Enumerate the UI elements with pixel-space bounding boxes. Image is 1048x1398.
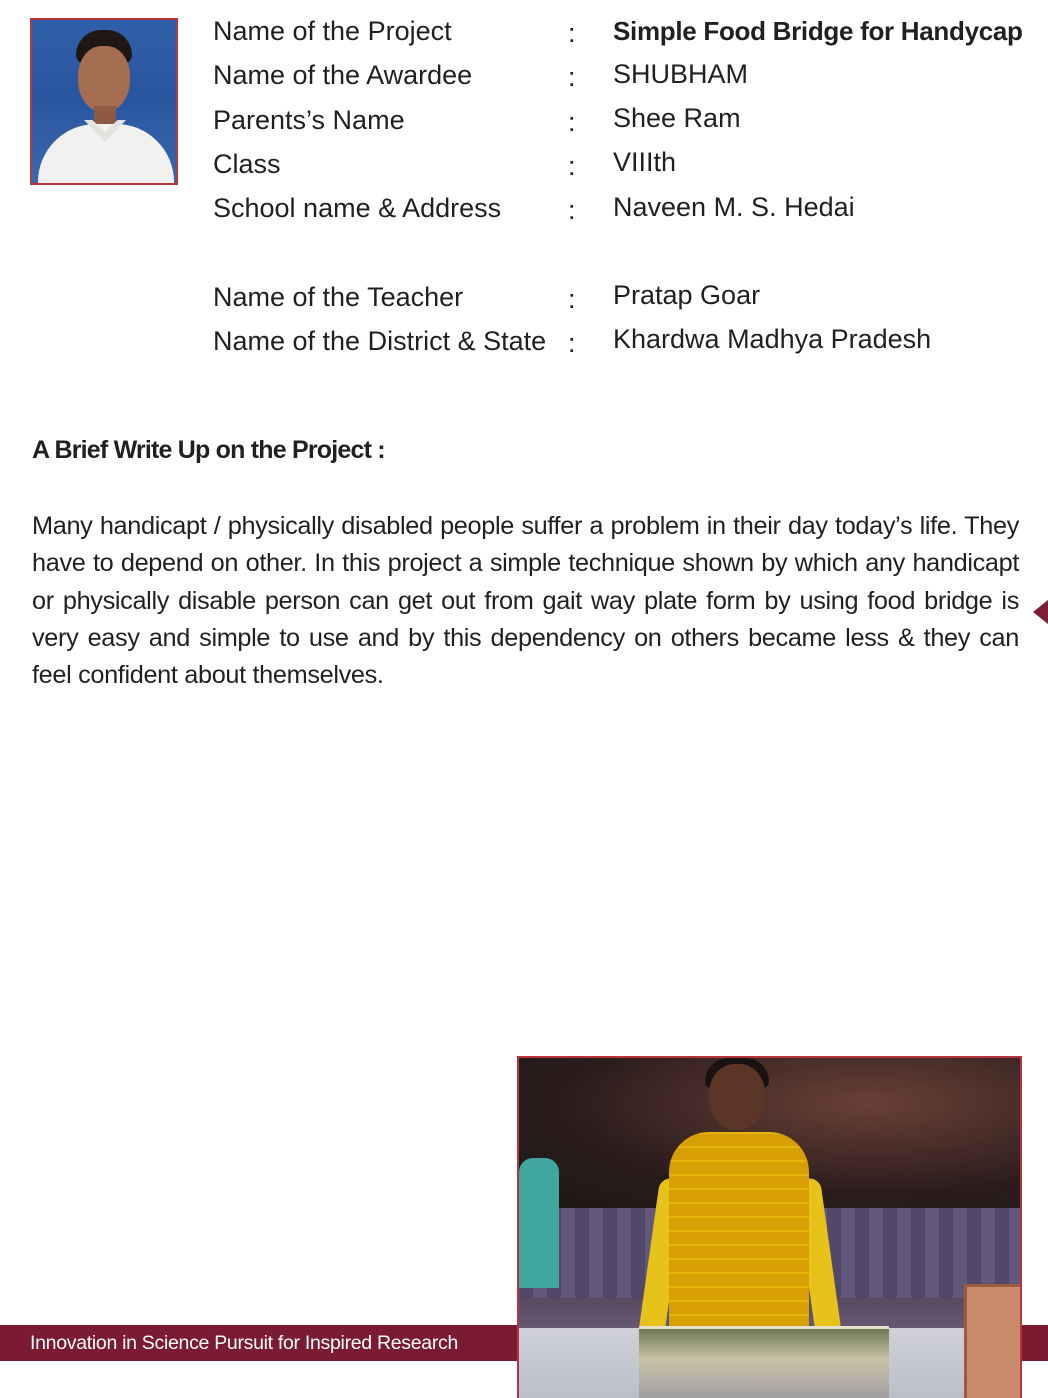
class-colon: : — [568, 151, 576, 181]
teacher-label: Name of the Teacher — [213, 282, 464, 312]
school-label: School name & Address — [213, 193, 502, 223]
class-label: Class — [213, 149, 281, 179]
project-name-label: Name of the Project — [213, 16, 452, 46]
district-state-value: Khardwa Madhya Pradesh — [613, 324, 932, 354]
awardee-name-value: SHUBHAM — [613, 59, 749, 89]
footer-tagline: Innovation in Science Pursuit for Inspired Research — [30, 1332, 459, 1354]
project-name-value: Simple Food Bridge for Handycap — [613, 16, 1023, 46]
writeup-heading: A Brief Write Up on the Project : — [32, 436, 385, 464]
awardee-name-label: Name of the Awardee — [213, 60, 473, 90]
class-value: VIIIth — [613, 147, 677, 177]
teacher-value: Pratap Goar — [613, 280, 761, 310]
awardee-name-colon: : — [568, 62, 576, 92]
project-name-colon: : — [568, 18, 576, 48]
writeup-body: Many handicapt / physically disabled people suffer a problem in their day today’s life. They have to depend on other. In this project a simple technique shown by which any handicapt or physically disable person can get out from gait way plate form by using food bridge is very easy and simple to use and by this dependency on others became less & they can feel confident about themselves. — [32, 512, 1019, 690]
parents-name-colon: : — [568, 107, 576, 137]
project-exhibit-photo — [517, 1056, 1022, 1398]
school-value: Naveen M. S. Hedai — [613, 192, 855, 222]
parents-name-label: Parents’s Name — [213, 105, 405, 135]
district-state-colon: : — [568, 328, 576, 358]
awardee-portrait-photo — [30, 18, 178, 185]
triangle-marker-icon — [1033, 600, 1048, 624]
parents-name-value: Shee Ram — [613, 103, 741, 133]
teacher-colon: : — [568, 284, 576, 314]
district-state-label: Name of the District & State — [213, 326, 547, 356]
school-colon: : — [568, 195, 576, 225]
